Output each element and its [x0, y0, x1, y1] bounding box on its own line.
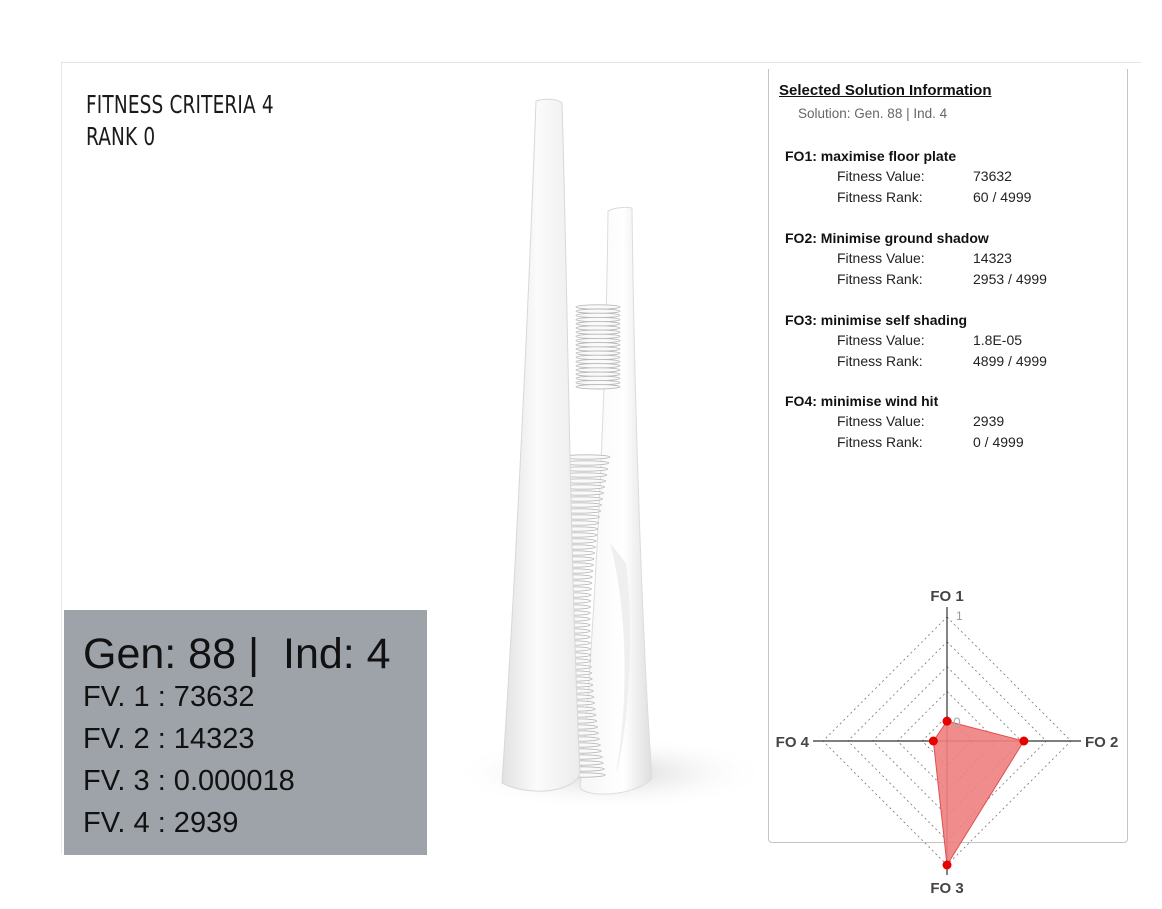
floor-ring	[576, 372, 620, 376]
fitness-value-label: Fitness Value:	[837, 332, 925, 348]
floor-ring	[576, 313, 620, 317]
floor-ring	[576, 343, 620, 347]
radar-point-fo2	[1019, 737, 1028, 746]
radar-axis-label-fo4: FO 4	[775, 734, 809, 751]
fitness-rank: 4899 / 4999	[973, 353, 1047, 369]
fitness-value: 14323	[973, 250, 1012, 266]
heading-criteria-line: FITNESS CRITERIA 4	[86, 90, 274, 119]
floor-ring	[576, 347, 620, 351]
radar-tick-max: 1	[956, 609, 963, 623]
selected-solution-panel	[768, 69, 1128, 897]
radar-point-fo4	[929, 737, 938, 746]
fitness-value: 2939	[973, 413, 1005, 429]
floor-ring	[576, 380, 620, 384]
panel-title: Selected Solution Information	[779, 82, 992, 99]
objective-fo1	[785, 146, 1105, 208]
radar-value-polygon	[933, 721, 1024, 865]
floor-ring	[576, 305, 620, 309]
objective-fo4	[785, 391, 1105, 453]
fitness-value-label: Fitness Value:	[837, 413, 925, 429]
tower-render	[440, 83, 760, 803]
fitness-value-2: FV. 2 : 14323	[83, 723, 255, 755]
solution-id: Solution: Gen. 88 | Ind. 4	[798, 106, 948, 121]
floor-ring	[576, 326, 620, 330]
objective-label: FO2: Minimise ground shadow	[785, 230, 989, 246]
heading-rank-line: RANK 0	[86, 122, 156, 151]
fitness-value: 73632	[973, 168, 1012, 184]
fitness-value-3: FV. 3 : 0.000018	[83, 765, 295, 797]
fitness-rank-label: Fitness Rank:	[837, 189, 923, 205]
fitness-rank-label: Fitness Rank:	[837, 353, 923, 369]
fitness-criteria-heading	[86, 89, 274, 153]
fitness-value-4: FV. 4 : 2939	[83, 807, 239, 839]
floor-ring	[576, 322, 620, 326]
fitness-value: 1.8E-05	[973, 332, 1023, 348]
radar-point-fo3	[943, 861, 952, 870]
front-shell	[502, 99, 580, 791]
floor-ring	[576, 309, 620, 313]
objective-label: FO3: minimise self shading	[785, 312, 968, 328]
radar-axis-label-fo1: FO 1	[930, 588, 964, 605]
fitness-radar-chart	[769, 505, 1127, 897]
floor-ring	[576, 385, 620, 389]
floor-ring	[576, 338, 620, 342]
fitness-rank: 0 / 4999	[973, 434, 1024, 450]
fitness-rank: 2953 / 4999	[973, 271, 1047, 287]
fitness-value-label: Fitness Value:	[837, 250, 925, 266]
render-viewport	[61, 62, 1141, 897]
floor-ring	[576, 334, 620, 338]
objective-label: FO1: maximise floor plate	[785, 148, 957, 164]
floor-ring	[576, 351, 620, 355]
gen-ind-label: Gen: 88 | Ind: 4	[83, 630, 391, 678]
floor-ring	[576, 368, 620, 372]
upper-ring-stack	[576, 305, 620, 389]
radar-point-fo1	[943, 717, 952, 726]
radar-tick-zero: 0	[953, 714, 961, 730]
fitness-rank-label: Fitness Rank:	[837, 434, 923, 450]
solution-summary-box	[64, 610, 427, 855]
radar-axis-label-fo3: FO 3	[930, 880, 964, 897]
floor-ring	[576, 355, 620, 359]
fitness-value-label: Fitness Value:	[837, 168, 925, 184]
radar-axis-label-fo2: FO 2	[1085, 734, 1119, 751]
floor-ring	[576, 317, 620, 321]
objective-fo2	[785, 228, 1105, 290]
floor-ring	[576, 359, 620, 363]
objective-fo3	[785, 310, 1105, 372]
objective-label: FO4: minimise wind hit	[785, 393, 939, 409]
fitness-rank: 60 / 4999	[973, 189, 1032, 205]
floor-ring	[576, 364, 620, 368]
floor-ring	[576, 376, 620, 380]
fitness-value-1: FV. 1 : 73632	[83, 681, 255, 713]
fitness-rank-label: Fitness Rank:	[837, 271, 923, 287]
floor-ring	[576, 330, 620, 334]
